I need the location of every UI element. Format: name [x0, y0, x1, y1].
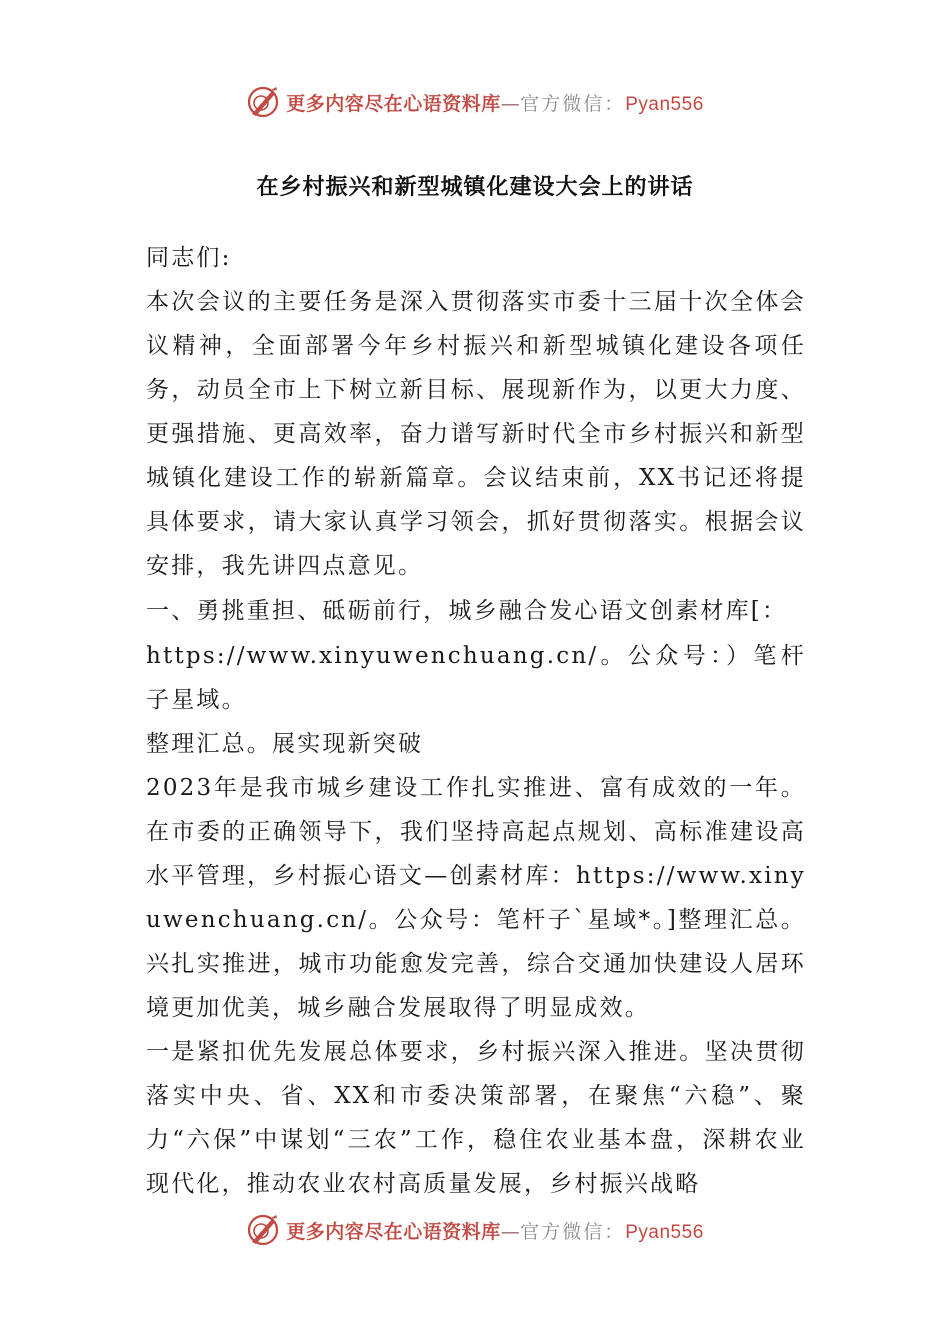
section-heading: 一、勇挑重担、砥砺前行，城乡融合发心语文创素材库[：: [146, 598, 788, 624]
document-title: 在乡村振兴和新型城镇化建设大会上的讲话: [256, 175, 694, 200]
wechat-label: 官方微信：: [520, 92, 626, 115]
source-line: https://www.xinyuwenchuang.cn/。公众号：）笔杆子星域。: [146, 643, 806, 713]
header-banner: [0, 82, 950, 122]
document-body: [146, 236, 806, 1206]
wechat-id: Pyan556: [625, 93, 704, 115]
section-heading-end: 整理汇总。展实现新突破: [146, 731, 424, 757]
salutation: 同志们:: [146, 245, 232, 271]
pen-logo-icon: [246, 1213, 280, 1247]
banner-text: [286, 89, 704, 116]
banner-text: [286, 1217, 704, 1244]
wechat-label: 官方微信：: [520, 1220, 626, 1243]
paragraph: 一是紧扣优先发展总体要求，乡村振兴深入推进。坚决贯彻落实中央、省、XX和市委决策部署，在聚焦“六稳”、聚力“六保”中谋划“三农”工作，稳住农业基本盘，深耕农业现代化，推动农业农村高质量发展，乡村振兴战略: [146, 1039, 806, 1197]
pen-logo-icon: [246, 85, 280, 119]
paragraph: 本次会议的主要任务是深入贯彻落实市委十三届十次全体会议精神，全面部署今年乡村振兴和新型城镇化建设各项任务，动员全市上下树立新目标、展现新作为，以更大力度、更强措施、更高效率，奋力谱写新时代全市乡村振兴和新型城镇化建设工作的崭新篇章。会议结束前，XX书记还将提具体要求，请大家认真学习领会，抓好贯彻落实。根据会议安排，我先讲四点意见。: [146, 289, 806, 579]
banner-dash: —: [500, 1220, 521, 1243]
paragraph: 2023年是我市城乡建设工作扎实推进、富有成效的一年。在市委的正确领导下，我们坚持高起点规划、高标准建设高水平管理，乡村振心语文—创素材库：https://www.xinyuwenchuang.cn/。公众号：笔杆子`星域*。]整理汇总。兴扎实推进，城市功能愈发完善，综合交通加快建设人居环境更加优美，城乡融合发展取得了明显成效。: [146, 775, 806, 1021]
library-text: 更多内容尽在心语资料库: [286, 92, 501, 115]
library-text: 更多内容尽在心语资料库: [286, 1220, 501, 1243]
banner-dash: —: [500, 92, 521, 115]
wechat-id: Pyan556: [625, 1221, 704, 1243]
footer-banner: [0, 1210, 950, 1250]
